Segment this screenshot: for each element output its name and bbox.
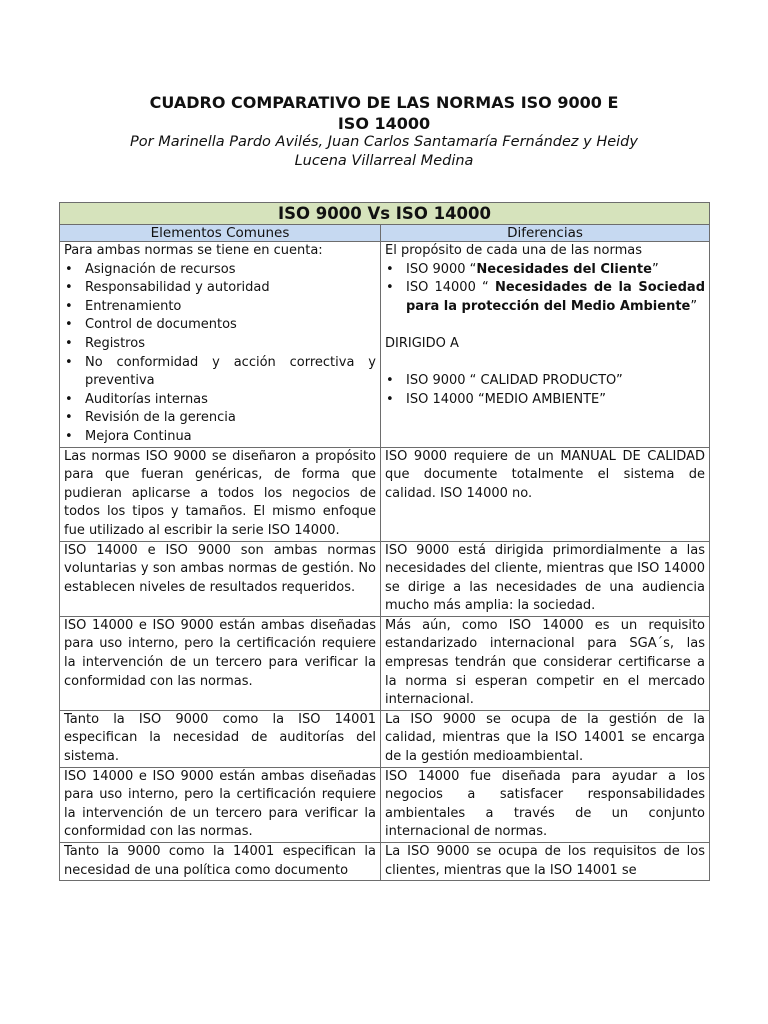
spacer: [385, 354, 705, 373]
cell-text: Tanto la 9000 como la 14001 especifican la necesidad de una política como documento: [64, 844, 376, 878]
title-line-2: ISO 14000: [337, 114, 431, 133]
difference-cell: ISO 9000 requiere de un MANUAL DE CALIDAD que documente totalmente el sistema de calidad. ISO 14000 no.: [381, 447, 710, 541]
common-elements-cell: [60, 242, 381, 448]
table-row: [60, 710, 710, 767]
document-title: [60, 92, 708, 134]
table-header: ISO 9000 Vs ISO 14000: [60, 203, 710, 225]
list-item: • Mejora Continua: [64, 428, 376, 447]
comparison-table: [59, 202, 710, 881]
table-row: [60, 242, 710, 448]
target-list: [385, 372, 705, 409]
difference-cell: La ISO 9000 se ocupa de la gestión de la calidad, mientras que la ISO 14001 se encarga de la gestión medioambiental.: [381, 710, 710, 767]
differences-intro: El propósito de cada una de las normas: [385, 243, 642, 258]
difference-cell: ISO 9000 está dirigida primordialmente a las necesidades del cliente, mientras que ISO 14000 se dirige a las necesidades de una audiencia mucho más amplia: la sociedad.: [381, 541, 710, 616]
list-item: • Responsabilidad y autoridad: [64, 279, 376, 298]
document-authors: [60, 133, 708, 171]
list-item: • Revisión de la gerencia: [64, 409, 376, 428]
column-header-differences: Diferencias: [381, 225, 710, 242]
list-item: • No conformidad y acción correctiva y preventiva: [64, 354, 376, 391]
common-intro: Para ambas normas se tiene en cuenta:: [64, 243, 323, 258]
purpose-list: [385, 261, 705, 317]
table-row: [60, 541, 710, 616]
list-item: • Asignación de recursos: [64, 261, 376, 280]
difference-cell: [381, 843, 710, 881]
item-prefix: ISO 14000 “: [406, 280, 495, 296]
authors-line-1: Por Marinella Pardo Avilés, Juan Carlos Santamaría Fernández y Heidy: [130, 134, 638, 150]
difference-cell: ISO 14000 fue diseñada para ayudar a los negocios a satisfacer responsabilidades ambientales a través de un conjunto internacional de normas.: [381, 767, 710, 842]
cell-text: La ISO 9000 se ocupa de los requisitos de los clientes, mientras que la ISO 14001 se: [385, 844, 705, 878]
item-suffix: ”: [690, 298, 698, 314]
table-header-row: [60, 203, 710, 225]
differences-cell: [381, 242, 710, 448]
list-item: • Auditorías internas: [64, 391, 376, 410]
table-row: [60, 767, 710, 842]
common-cell: ISO 14000 e ISO 9000 están ambas diseñadas para uso interno, pero la certificación requiere la intervención de un tercero para verificar la conformidad con las normas.: [60, 616, 381, 710]
common-cell: ISO 14000 e ISO 9000 están ambas diseñadas para uso interno, pero la certificación requiere la intervención de un tercero para verificar la conformidad con las normas.: [60, 767, 381, 842]
item-emphasis: Necesidades del Cliente: [476, 261, 652, 277]
common-cell: Las normas ISO 9000 se diseñaron a propósito para que fueran genéricas, de forma que pudieran aplicarse a todos los negocios de todos los tipos y tamaños. El mismo enfoque fue utilizado al escribir la serie ISO 14000.: [60, 447, 381, 541]
common-cell: ISO 14000 e ISO 9000 son ambas normas voluntarias y son ambas normas de gestión. No establecen niveles de resultados requeridos.: [60, 541, 381, 616]
list-item: • ISO 9000 “ CALIDAD PRODUCTO”: [385, 372, 705, 391]
common-elements-list: [64, 261, 376, 447]
item-prefix: ISO 9000 “: [406, 261, 477, 277]
list-item: • Entrenamiento: [64, 298, 376, 317]
dirigido-label: DIRIGIDO A: [385, 335, 459, 351]
common-cell: Tanto la ISO 9000 como la ISO 14001 especifican la necesidad de auditorías del sistema.: [60, 710, 381, 767]
authors-line-2: Lucena Villarreal Medina: [294, 153, 474, 169]
item-suffix: ”: [651, 261, 659, 277]
list-item: • Registros: [64, 335, 376, 354]
column-header-common: Elementos Comunes: [60, 225, 381, 242]
list-item: • ISO 14000 “MEDIO AMBIENTE”: [385, 391, 705, 410]
spacer: [385, 316, 705, 335]
item-emphasis: Necesidades de la Sociedad para la protección del Medio Ambiente: [406, 280, 706, 314]
common-cell: [60, 843, 381, 881]
list-item: [385, 279, 705, 316]
table-row: [60, 843, 710, 881]
table-row: [60, 447, 710, 541]
table-row: [60, 616, 710, 710]
title-line-1: CUADRO COMPARATIVO DE LAS NORMAS ISO 9000 E: [149, 93, 619, 112]
difference-cell: Más aún, como ISO 14000 es un requisito estandarizado internacional para SGA´s, las empresas tendrán que considerar certificarse a la norma si esperan competir en el mercado internacional.: [381, 616, 710, 710]
column-header-row: [60, 225, 710, 242]
list-item: • Control de documentos: [64, 316, 376, 335]
list-item: [385, 261, 705, 280]
